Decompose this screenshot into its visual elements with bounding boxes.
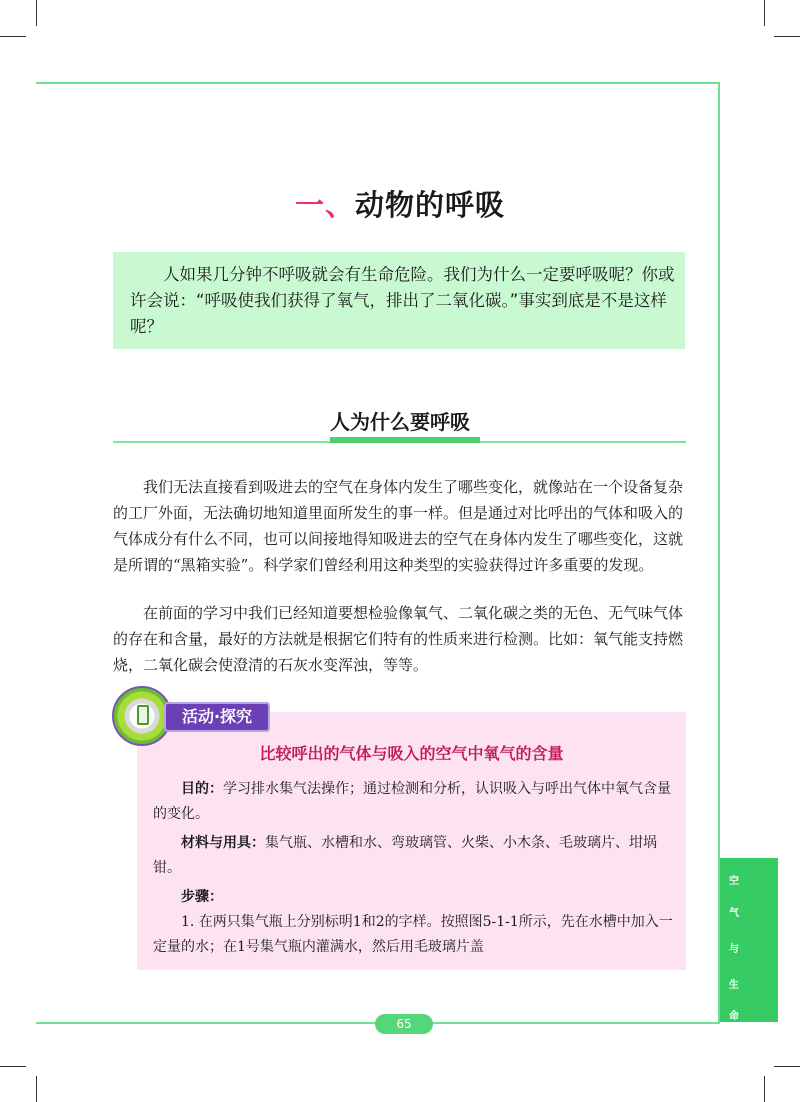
materials-label: 材料与用具： <box>181 835 265 851</box>
side-tab-char: 空 <box>729 876 739 887</box>
intro-text: 人如果几分钟不呼吸就会有生命危险。我们为什么一定要呼吸呢？你或许会说：“呼吸使我们获得了氧气，排出了二氧化碳。”事实到底是不是这样呢？ <box>130 265 675 336</box>
beaker-icon <box>137 705 149 725</box>
beaker-badge-icon <box>112 686 172 746</box>
crop-mark <box>36 1076 37 1102</box>
activity-step: 1. 在两只集气瓶上分别标明1和2的字样。按照图5-1-1所示，先在水槽中加入一定量的水；在1号集气瓶内灌满水，然后用毛玻璃片盖 <box>153 914 673 955</box>
side-tab-char: 生 <box>729 980 739 991</box>
goal-text: 学习排水集气法操作；通过检测和分析，认识吸入与呼出气体中氧气含量的变化。 <box>153 781 671 822</box>
steps-label: 步骤： <box>181 889 223 905</box>
activity-materials <box>153 831 678 881</box>
materials-text: 集气瓶、水槽和水、弯玻璃管、火柴、小木条、毛玻璃片、坩埚钳。 <box>153 835 657 876</box>
body-paragraph: 在前面的学习中我们已经知道要想检验像氧气、二氧化碳之类的无色、无气味气体的存在和含量，最好的方法就是根据它们特有的性质来进行检测。比如：氧气能支持燃烧，二氧化碳会使澄清的石灰水变浑浊，等等。 <box>113 604 684 674</box>
crop-mark <box>774 36 800 37</box>
crop-mark <box>36 0 37 26</box>
crop-mark <box>764 0 765 26</box>
side-tab-char: 与 <box>729 944 739 955</box>
section-heading-underline <box>330 437 480 443</box>
page-frame-top <box>36 82 720 84</box>
section-heading: 人为什么要呼吸 <box>330 410 470 434</box>
crop-mark <box>0 36 26 37</box>
page-number: 65 <box>375 1014 433 1034</box>
side-tab-char: 气 <box>729 908 739 919</box>
goal-label: 目的： <box>181 781 223 797</box>
crop-mark <box>0 1066 26 1067</box>
title-text: 动物的呼吸 <box>355 188 506 222</box>
crop-mark <box>774 1066 800 1067</box>
side-tab-char: 命 <box>729 1011 739 1022</box>
activity-badge-label: 活动·探究 <box>164 702 270 732</box>
activity-goal <box>153 777 678 827</box>
page-title <box>0 183 800 224</box>
activity-title: 比较呼出的气体与吸入的空气中氧气的含量 <box>259 744 564 763</box>
crop-mark <box>764 1076 765 1102</box>
activity-steps-heading <box>153 885 678 910</box>
body-paragraph: 我们无法直接看到吸进去的空气在身体内发生了哪些变化，就像站在一个设备复杂的工厂外面，无法确切地知道里面所发生的事一样。但是通过对比呼出的气体和吸入的气体成分有什么不同，也可以间接地得知吸进去的空气在身体内发生了哪些变化，这就是所谓的“黑箱实验”。科学家们曾经利用这种类型的实验获得过许多重要的发现。 <box>113 478 684 574</box>
title-number: 一、 <box>294 188 355 222</box>
